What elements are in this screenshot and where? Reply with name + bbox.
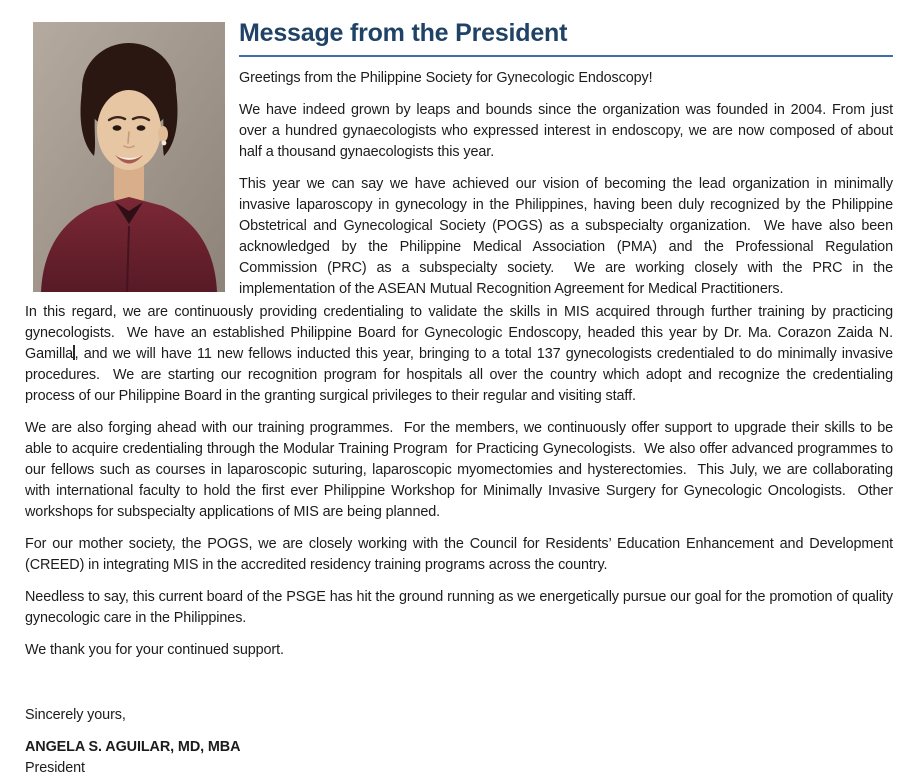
president-portrait-illustration [33,22,225,292]
greeting-paragraph: Greetings from the Philippine Society for Gynecologic Endoscopy! [239,69,653,86]
paragraph-mother-society: For our mother society, the POGS, we are closely working with the Council for Residents’ Education Enhancement and Development (CREED) in integrating MIS in the accredited residency training programs across the country. [25,535,897,573]
paragraph-board-running: Needless to say, this current board of the PSGE has hit the ground running as we energetically pursue our goal for the promotion of quality gynecologic care in the Philippines. [25,588,897,626]
paragraph-thanks: We thank you for your continued support. [25,641,284,658]
president-portrait-photo [33,22,225,292]
intro-paragraph-recognition: This year we can say we have achieved our vision of becoming the lead organization in minimally invasive laparoscopy in gynecology in the Philippines, having been duly recognized by the Philippine Obstetrical and Gynecological Society (POGS) as a subspecialty organization. We have also been acknowledged by the Philippine Medical Association (PMA) and the Professional Regulation Commission (PRC) as a subspecialty society. We are working closely with the PRC in the implementation of the ASEAN Mutual Recognition Agreement for Medical Practitioners. [239,175,897,297]
header-text-column [239,19,897,300]
page-title: Message from the President [239,20,893,57]
signature-name: ANGELA S. AGUILAR, MD, MBA [25,738,241,755]
paragraph-training-programmes: We are also forging ahead with our training programmes. For the members, we continuously offer support to upgrade their skills to be able to acquire credentialing through the Modular Training Program for Practicing Gynecologists. We also offer advanced programmes to our fellows such as courses in laparoscopic suturing, laparoscopic myomectomies and hysterectomies. This July, we are collaborating with international faculty to hold the first ever Philippine Workshop for Minimally Invasive Surgery for Gynecologic Oncologists. Other workshops for subspecialty applications of MIS are being planned. [25,419,897,520]
letter-body [0,300,918,779]
signoff-line: Sincerely yours, [25,706,126,723]
paragraph-credentialing [25,302,897,407]
intro-paragraph-growth: We have indeed grown by leaps and bounds since the organization was founded in 2004. From just over a hundred gynaecologists who expressed interest in endoscopy, we are now composed of about half a thousand gynaecologists this year. [239,101,897,160]
paragraph-credentialing-before-cursor: In this regard, we are continuously providing credentialing to validate the skills in MIS acquired through further training by practicing gynecologists. We have an established Philippine Board for Gynecologic Endoscopy, headed this year by Dr. Ma. Corazon Zaida N. Gamilla [25,303,897,362]
header-section [0,0,918,300]
paragraph-credentialing-after-cursor: , and we will have 11 new fellows inducted this year, bringing to a total 137 gynecologists credentialed to do minimally invasive procedures. We are starting our recognition program for hospitals all over the country which adopt and recognize the credentialing process of our Philippine Board in the granting surgical privileges to their regular and visiting staff. [25,345,897,404]
signature-role: President [25,759,85,776]
